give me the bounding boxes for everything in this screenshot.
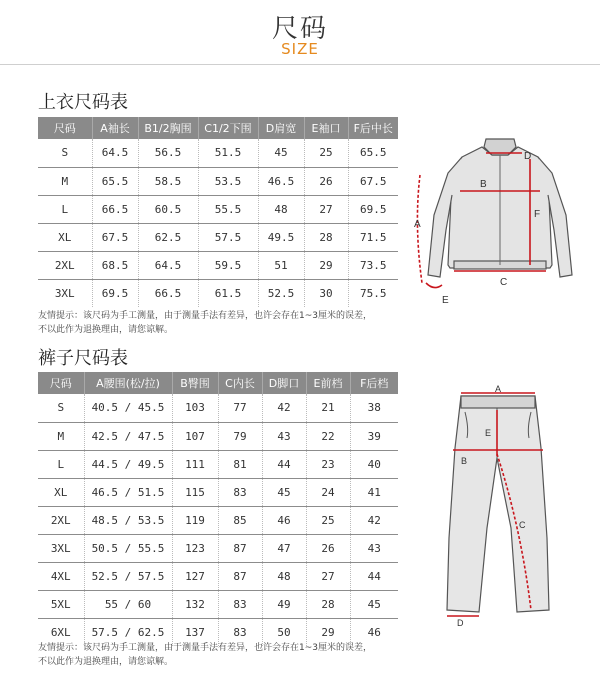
pants-label-a: A <box>495 384 502 394</box>
value-cell: 75.5 <box>360 286 387 300</box>
jacket-illustration <box>410 135 590 310</box>
jacket-label-c: C <box>500 277 508 288</box>
value-cell: 66.5 <box>92 195 138 223</box>
pants-label-b: B <box>461 456 468 466</box>
value-cell: 64.5 <box>138 251 198 279</box>
value-cell: 25 <box>304 139 348 167</box>
top-note-line-2: 不以此作为退换理由，请您谅解。 <box>38 325 174 335</box>
value-cell: 53.5 <box>198 167 258 195</box>
column-header: A袖长 <box>92 117 138 139</box>
value-cell: 107 <box>172 422 218 450</box>
bottom-size-table <box>38 372 398 646</box>
pants-label-d: D <box>457 618 464 628</box>
column-header: C内长 <box>218 372 262 394</box>
value-cell: 85 <box>218 506 262 534</box>
size-cell: L <box>38 450 84 478</box>
table-row <box>38 279 398 307</box>
value-cell: 48 <box>262 562 306 590</box>
value-cell: 38 <box>350 394 398 422</box>
value-cell: 26 <box>306 534 350 562</box>
size-cell: M <box>38 422 84 450</box>
value-cell: 103 <box>172 394 218 422</box>
value-cell: 30 <box>304 279 348 307</box>
value-cell: 52.5 <box>258 279 304 307</box>
value-cell: 27 <box>304 195 348 223</box>
value-cell: 25 <box>306 506 350 534</box>
value-cell: 65.5 <box>348 139 398 167</box>
table-row <box>38 478 398 506</box>
value-cell: 61.5 <box>198 279 258 307</box>
table-row <box>38 195 398 223</box>
bottom-note-line-1: 友情提示：该尺码为手工测量，由于测量手法有差异，也许会存在1~3厘米的误差， <box>38 643 372 653</box>
value-cell: 42 <box>350 506 398 534</box>
value-cell: 127 <box>172 562 218 590</box>
value-cell: 58.5 <box>138 167 198 195</box>
top-table-header <box>38 117 398 139</box>
value-cell: 48 <box>258 195 304 223</box>
value-cell: 45 <box>262 478 306 506</box>
bottom-note-line-2: 不以此作为退换理由，请您谅解。 <box>38 657 174 667</box>
table-row <box>38 590 398 618</box>
top-note-line-1: 友情提示：该尺码为手工测量，由于测量手法有差异，也许会存在1~3厘米的误差， <box>38 311 372 321</box>
value-cell: 51 <box>258 251 304 279</box>
value-cell: 40 <box>350 450 398 478</box>
value-cell: 69.5 <box>348 195 398 223</box>
value-cell: 21 <box>306 394 350 422</box>
value-cell: 24 <box>306 478 350 506</box>
table-row <box>38 422 398 450</box>
value-cell: 49 <box>262 590 306 618</box>
value-cell: 44 <box>350 562 398 590</box>
value-cell: 40.5 / 45.5 <box>84 394 172 422</box>
value-cell: 29 <box>304 251 348 279</box>
value-cell: 87 <box>218 534 262 562</box>
size-cell: XL <box>38 478 84 506</box>
value-cell: 83 <box>218 618 262 646</box>
pants-label-e: E <box>485 428 492 438</box>
table-row <box>38 506 398 534</box>
value-cell: 68.5 <box>92 251 138 279</box>
value-cell: 83 <box>218 478 262 506</box>
column-header: 尺码 <box>38 372 84 394</box>
header-divider <box>0 64 600 65</box>
table-row <box>38 394 398 422</box>
pants-outline <box>447 396 549 612</box>
value-cell: 65.5 <box>92 167 138 195</box>
page-subtitle: SIZE <box>281 40 319 58</box>
column-header: D脚口 <box>262 372 306 394</box>
value-cell: 123 <box>172 534 218 562</box>
table-row <box>38 223 398 251</box>
value-cell: 50.5 / 55.5 <box>84 534 172 562</box>
value-cell: 62.5 <box>138 223 198 251</box>
value-cell: 119 <box>172 506 218 534</box>
top-size-title: 上衣尺码表 <box>38 92 128 113</box>
column-header: C1/2下围 <box>198 117 258 139</box>
size-cell: L <box>38 195 92 223</box>
value-cell: 67.5 <box>348 167 398 195</box>
column-header: B1/2胸围 <box>138 117 198 139</box>
column-header: D肩宽 <box>258 117 304 139</box>
value-cell: 111 <box>172 450 218 478</box>
value-cell: 28 <box>304 223 348 251</box>
value-cell: 55.5 <box>198 195 258 223</box>
value-cell: 71.5 <box>348 223 398 251</box>
value-cell: 29 <box>306 618 350 646</box>
value-cell: 57.5 / 62.5 <box>84 618 172 646</box>
column-header: A腰围(松/拉) <box>84 372 172 394</box>
value-cell: 57.5 <box>198 223 258 251</box>
size-cell: 4XL <box>38 562 84 590</box>
value-cell: 67.5 <box>92 223 138 251</box>
value-cell: 66.5 <box>138 279 198 307</box>
table-row <box>38 139 398 167</box>
value-cell: 50 <box>262 618 306 646</box>
jacket-label-a: A <box>414 219 421 230</box>
value-cell: 87 <box>218 562 262 590</box>
jacket-label-f: F <box>534 209 541 220</box>
value-cell: 73.5 <box>348 251 398 279</box>
value-cell: 42.5 / 47.5 <box>84 422 172 450</box>
value-cell: 69.5 <box>92 279 138 307</box>
bottom-note <box>38 641 372 669</box>
top-note <box>38 309 372 337</box>
value-cell: 132 <box>172 590 218 618</box>
value-cell: 81 <box>218 450 262 478</box>
size-cell: S <box>38 394 84 422</box>
value-cell: 48.5 / 53.5 <box>84 506 172 534</box>
value-cell: 46 <box>262 506 306 534</box>
jacket-label-b: B <box>480 179 487 190</box>
value-cell: 83 <box>218 590 262 618</box>
value-cell: 77 <box>218 394 262 422</box>
column-header: F后中长 <box>348 117 398 139</box>
value-cell: 52.5 / 57.5 <box>84 562 172 590</box>
table-row <box>38 450 398 478</box>
value-cell: 60.5 <box>138 195 198 223</box>
value-cell: 44.5 / 49.5 <box>84 450 172 478</box>
column-header: E袖口 <box>304 117 348 139</box>
size-cell: 3XL <box>38 534 84 562</box>
jacket-label-d: D <box>524 151 532 162</box>
size-cell: 2XL <box>38 506 84 534</box>
column-header: 尺码 <box>38 117 92 139</box>
pants-illustration <box>425 384 570 628</box>
size-cell: XL <box>38 223 92 251</box>
value-cell: 39 <box>350 422 398 450</box>
value-cell: 55 / 60 <box>84 590 172 618</box>
top-size-table <box>38 117 398 307</box>
table-row <box>38 534 398 562</box>
value-cell: 59.5 <box>198 251 258 279</box>
bottom-table-body <box>38 394 398 646</box>
value-cell: 26 <box>304 167 348 195</box>
value-cell: 43 <box>350 534 398 562</box>
value-cell: 56.5 <box>138 139 198 167</box>
size-cell: S <box>38 139 92 167</box>
value-cell: 49.5 <box>258 223 304 251</box>
value-cell: 23 <box>306 450 350 478</box>
value-cell: 42 <box>262 394 306 422</box>
value-cell: 45 <box>258 139 304 167</box>
value-cell: 137 <box>172 618 218 646</box>
value-cell: 43 <box>262 422 306 450</box>
value-cell: 41 <box>350 478 398 506</box>
table-row <box>38 562 398 590</box>
size-cell: 5XL <box>38 590 84 618</box>
value-cell: 27 <box>306 562 350 590</box>
page-title: 尺码 <box>271 14 328 44</box>
table-row <box>38 167 398 195</box>
column-header: F后档 <box>350 372 398 394</box>
value-cell: 115 <box>172 478 218 506</box>
pants-label-c: C <box>519 520 526 530</box>
value-cell: 64.5 <box>92 139 138 167</box>
value-cell: 79 <box>218 422 262 450</box>
top-table-body <box>38 139 398 307</box>
value-cell: 45 <box>350 590 398 618</box>
size-cell: 3XL <box>38 279 92 307</box>
value-cell: 47 <box>262 534 306 562</box>
bottom-table-header <box>38 372 398 394</box>
table-row <box>38 251 398 279</box>
value-cell: 22 <box>306 422 350 450</box>
size-cell: 6XL <box>38 618 84 646</box>
size-cell: M <box>38 167 92 195</box>
column-header: E前档 <box>306 372 350 394</box>
jacket-label-e: E <box>442 295 449 306</box>
value-cell: 46.5 / 51.5 <box>84 478 172 506</box>
value-cell: 51.5 <box>198 139 258 167</box>
value-cell: 28 <box>306 590 350 618</box>
bottom-size-title: 裤子尺码表 <box>38 348 128 369</box>
size-cell: 2XL <box>38 251 92 279</box>
value-cell: 46.5 <box>258 167 304 195</box>
value-cell: 44 <box>262 450 306 478</box>
column-header: B臀围 <box>172 372 218 394</box>
value-cell: 46 <box>367 625 381 639</box>
